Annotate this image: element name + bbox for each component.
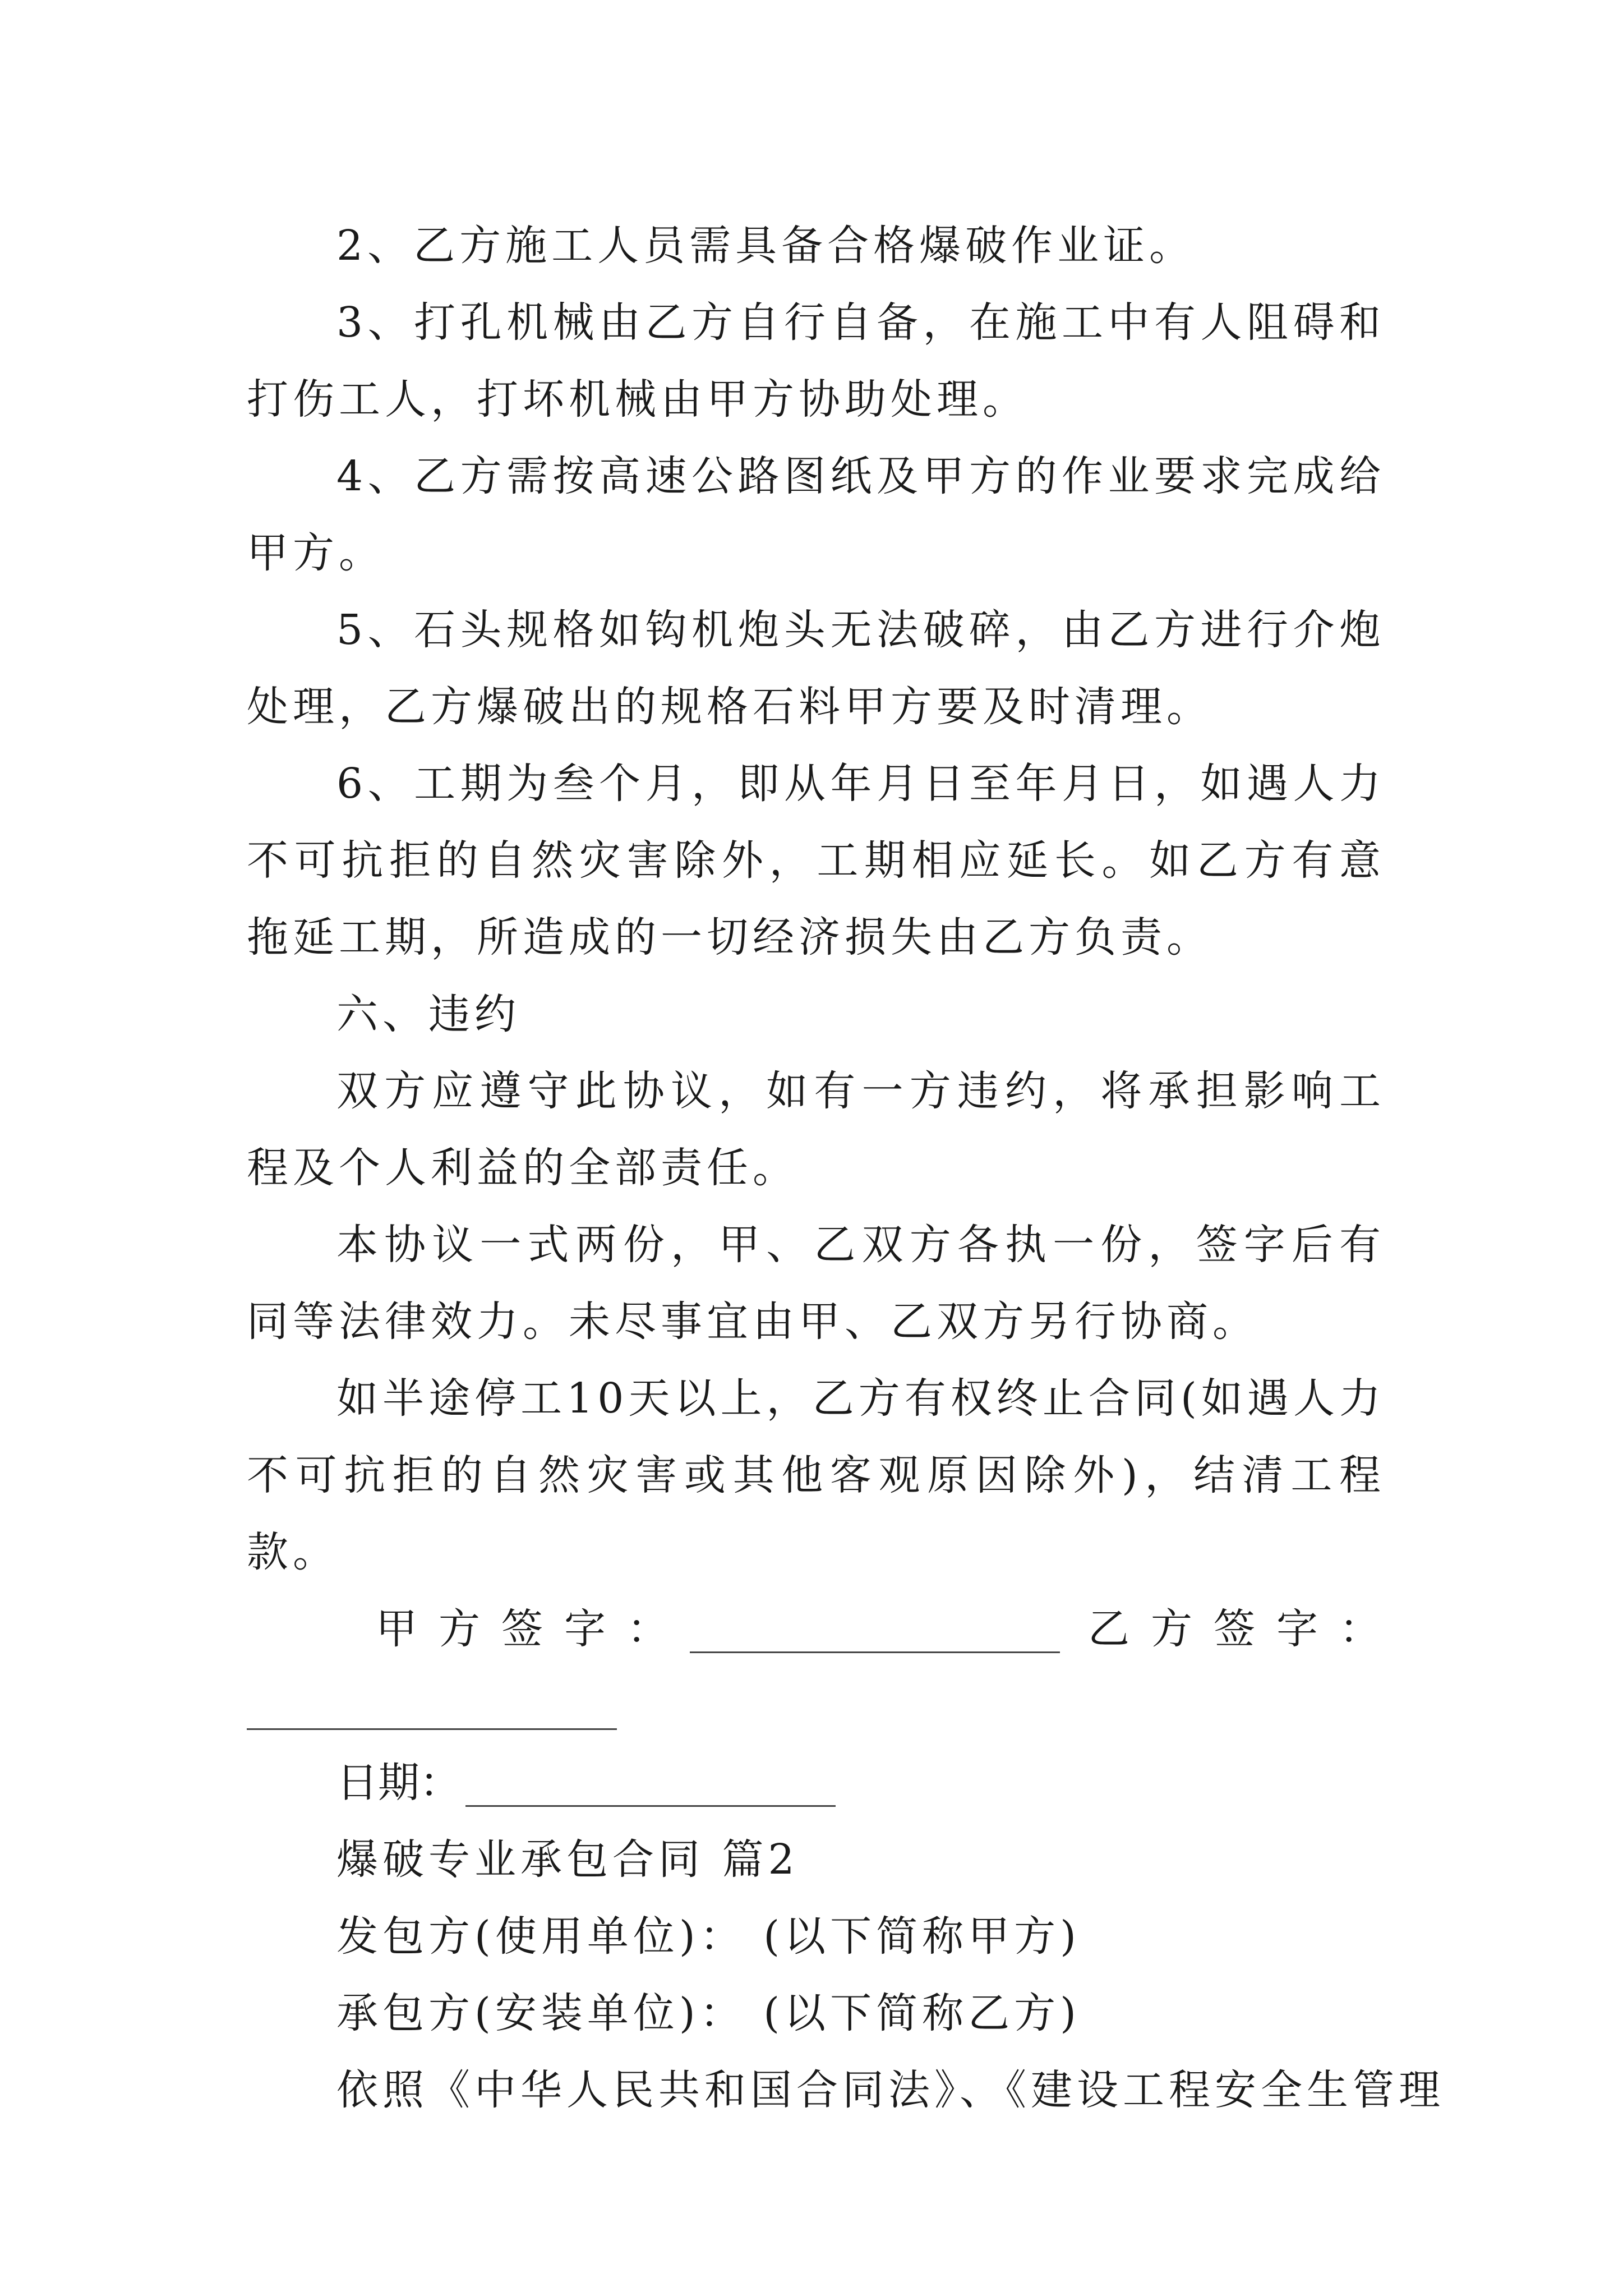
party-b-signature-label: 乙方签字：	[1088, 1605, 1402, 1653]
contract-body	[247, 208, 1445, 2129]
date-row	[247, 1745, 1385, 1821]
clause-4: 4、乙方需按高速公路图纸及甲方的作业要求完成给甲方。	[247, 452, 1385, 577]
date-line	[465, 1805, 836, 1807]
breach-clause: 双方应遵守此协议，如有一方违约，将承担影响工程及个人利益的全部责任。	[247, 1067, 1385, 1192]
legal-basis-line: 依照《中华人民共和国合同法》、《建设工程安全生管理	[336, 2066, 1445, 2114]
employer-line: 发包方(使用单位)： (以下简称甲方)	[336, 1912, 1081, 1961]
clause-3: 3、打孔机械由乙方自行自备，在施工中有人阻碍和打伤工人，打坏机械由甲方协助处理。	[247, 298, 1385, 424]
section-heading-breach: 六、违约	[336, 990, 520, 1038]
contract-2-title: 爆破专业承包合同 篇2	[336, 1835, 799, 1884]
contractor-line: 承包方(安装单位)： (以下简称乙方)	[336, 1989, 1081, 2037]
signature-row	[247, 1591, 1402, 1668]
clause-2: 2、乙方施工人员需具备合格爆破作业证。	[336, 222, 1196, 270]
party-a-signature-label: 甲方签字：	[376, 1605, 690, 1653]
party-b-signature-line-row	[247, 1668, 1385, 1745]
termination-clause: 如半途停工10天以上，乙方有权终止合同(如遇人力不可抗拒的自然灾害或其他客观原因除外)，结清工程款。	[247, 1374, 1385, 1576]
party-a-signature-line	[690, 1651, 1060, 1653]
clause-5: 5、石头规格如钩机炮头无法破碎，由乙方进行介炮处理，乙方爆破出的规格石料甲方要及时清理。	[247, 606, 1385, 731]
date-label: 日期：	[336, 1759, 461, 1807]
copies-clause: 本协议一式两份，甲、乙双方各执一份，签字后有同等法律效力。未尽事宜由甲、乙双方另行协商。	[247, 1221, 1385, 1346]
clause-6: 6、工期为叁个月，即从年月日至年月日，如遇人力不可抗拒的自然灾害除外，工期相应延长。如乙方有意拖延工期，所造成的一切经济损失由乙方负责。	[247, 760, 1385, 961]
party-b-signature-line	[247, 1728, 617, 1730]
